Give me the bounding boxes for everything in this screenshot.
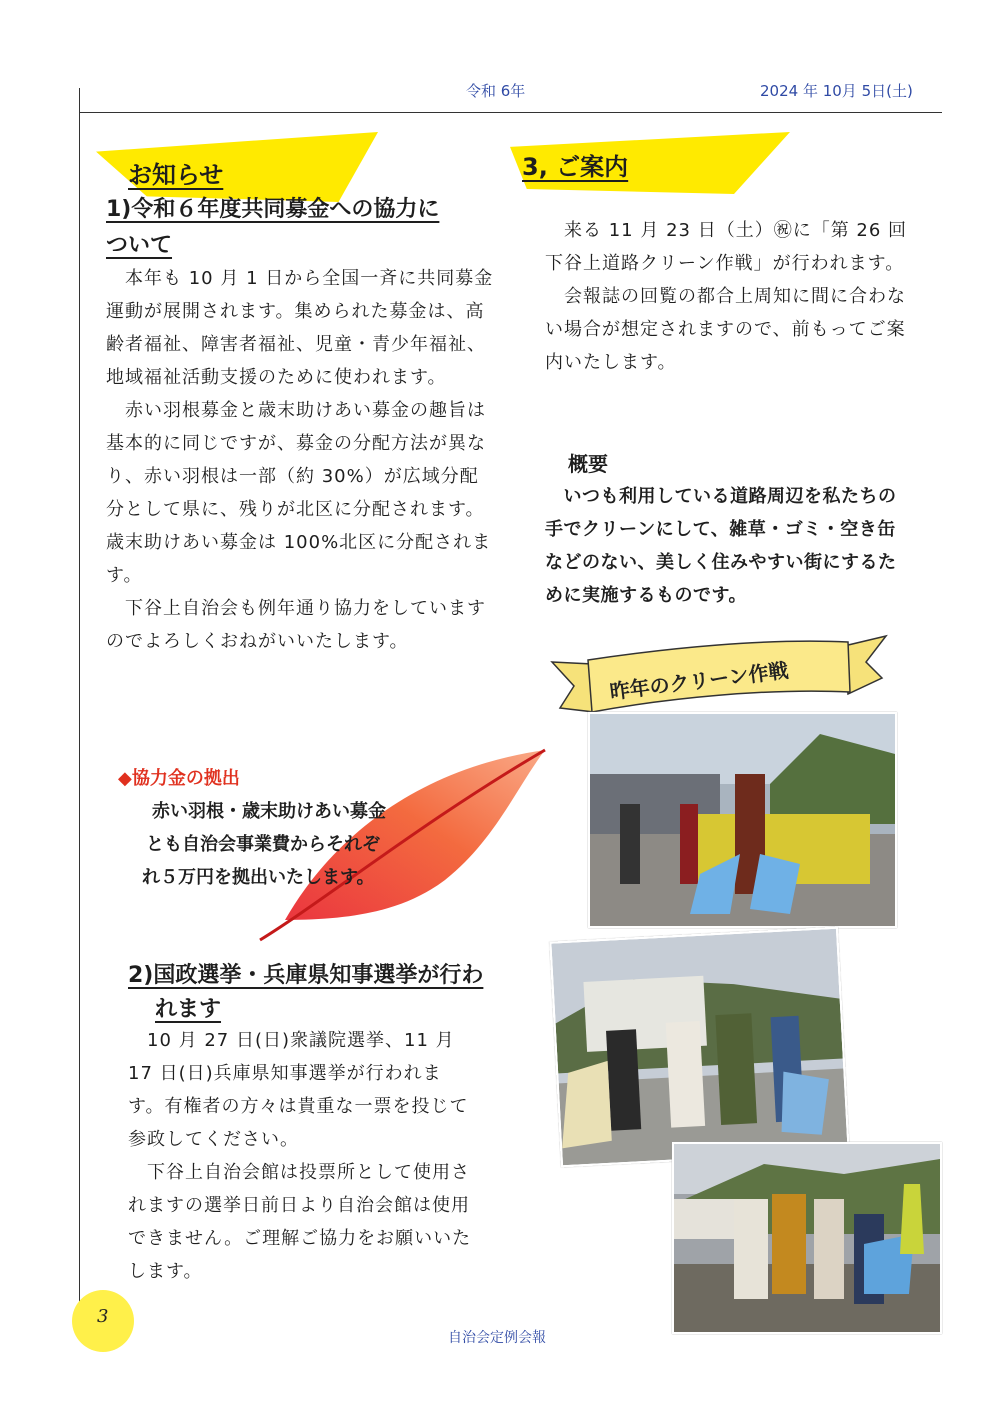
section2-paragraph: 10 月 27 日(日)衆議院選挙、11 月 17 日(日)兵庫県知事選挙が行われます。有権者の方々は貴重な一票を投じて参政してください。	[128, 1030, 469, 1150]
contribution-title: ◆協力金の拠出	[118, 768, 240, 789]
section1-paragraph: 本年も 10 月 1 日から全国一斉に共同募金運動が展開されます。集められた募金は、高齢者福祉、障害者福祉、児童・青少年福祉、地域福祉活動支援のために使われます。	[106, 268, 494, 388]
section2-title-line2: れます	[155, 997, 222, 1022]
header-date: 2024 年 10月 5日(土)	[760, 82, 913, 100]
header-rule	[80, 112, 942, 113]
left-margin-rule	[79, 88, 80, 1318]
section1-paragraph: 赤い羽根募金と歳末助けあい募金の趣旨は基本的に同じですが、募金の分配方法が異なり、赤い羽根は一部（約 30%）が広域分配分として県に、残りが北区に分配されます。歳末助けあい募金は 100%北区に分配されます。	[106, 400, 492, 586]
overview-text: いつも利用している道路周辺を私たちの手でクリーンにして、雑草・ゴミ・空き缶などのない、美しく住みやすい街にするために実施するものです。	[545, 486, 897, 606]
section2-body	[128, 1024, 473, 1288]
cleanup-photo-3	[672, 1142, 942, 1334]
contribution-line-2: とも自治会事業費からそれぞ	[146, 834, 380, 855]
section1-body	[106, 262, 494, 658]
page-number: 3	[97, 1306, 109, 1327]
section2-paragraph: 下谷上自治会館は投票所として使用されますの選挙日前日より自治会館は使用できません。ご理解ご協力をお願いいたします。	[128, 1162, 472, 1282]
section1-title-line1: 1)令和６年度共同募金への協力に	[106, 197, 440, 222]
section2-title-line1: 2)国政選挙・兵庫県知事選挙が行わ	[128, 963, 484, 988]
notice-heading: お知らせ	[128, 161, 224, 189]
contribution-line-1: 赤い羽根・歳末助けあい募金	[152, 801, 386, 822]
section1-paragraph: 下谷上自治会も例年通り協力をしていますのでよろしくおねがいいたします。	[106, 598, 486, 652]
cleanup-photo-1	[588, 712, 897, 928]
contribution-line-3: れ５万円を拠出いたします。	[142, 867, 375, 888]
guide-paragraph: 来る 11 月 23 日（土）㊗に「第 26 回下谷上道路クリーン作戦」が行われます。	[545, 220, 908, 274]
header-era: 令和 6年	[466, 82, 526, 100]
section1-title-line2: ついて	[106, 233, 173, 258]
guide-paragraph: 会報誌の回覧の都合上周知に間に合わない場合が想定されますので、前もってご案内いたします。	[545, 286, 906, 373]
footer-publication: 自治会定例会報	[448, 1330, 546, 1346]
cleanup-photo-2	[549, 927, 849, 1168]
banner-title: 昨年のクリーン作戦	[608, 658, 790, 704]
guide-body	[545, 214, 917, 379]
guide-heading: 3, ご案内	[522, 153, 629, 181]
overview-title: 概要	[568, 452, 608, 476]
